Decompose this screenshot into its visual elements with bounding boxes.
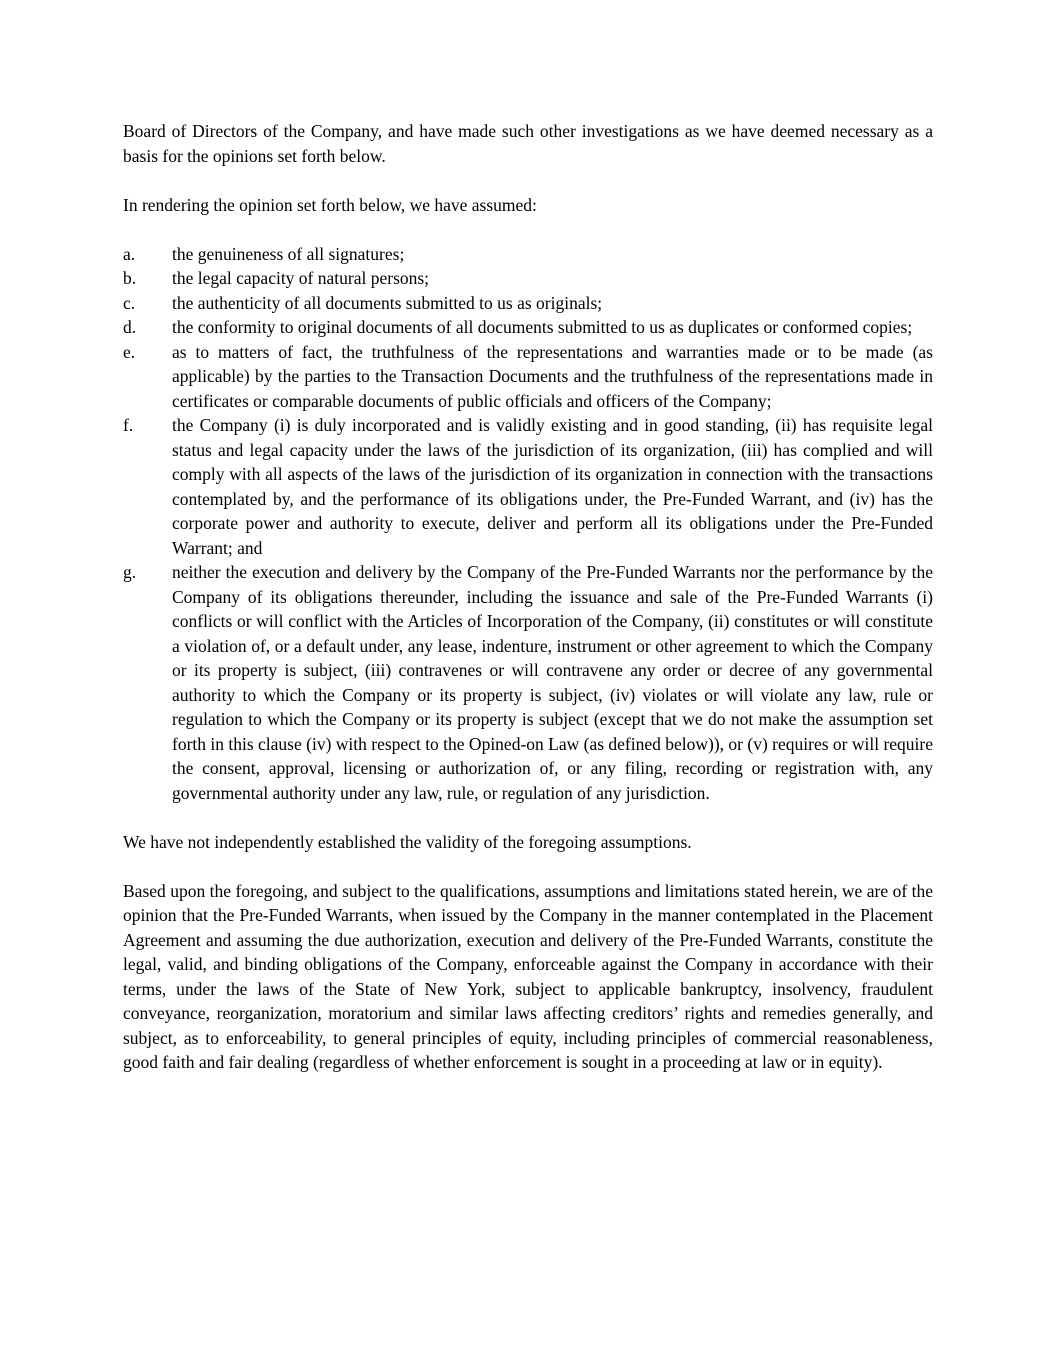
list-item-text: the genuineness of all signatures;: [172, 243, 405, 264]
list-item-c: [123, 291, 933, 316]
assumption-list: [123, 242, 933, 806]
paragraph-intro: Board of Directors of the Company, and have made such other investigations as we have deemed necessary as a basis for the opinions set forth below.: [123, 121, 933, 166]
list-item-marker: g.: [123, 562, 137, 582]
list-item-marker: d.: [123, 317, 137, 337]
list-item-marker: a.: [123, 243, 136, 264]
list-item-text: the authenticity of all documents submitted to us as originals;: [172, 292, 603, 313]
list-item-g: [123, 560, 933, 805]
list-item-text: the legal capacity of natural persons;: [172, 268, 430, 288]
list-item-a: [123, 242, 933, 267]
list-item-text: the conformity to original documents of all documents submitted to us as duplicates or conformed copies;: [172, 317, 913, 337]
list-item-marker: f.: [123, 415, 134, 435]
list-item-text: as to matters of fact, the truthfulness of the representations and warranties made or to be made (as applicable) by the parties to the Transaction Documents and the truthfulness of the representations made in certificates or comparable documents of public officials and officers of the Company;: [172, 341, 933, 411]
list-item-text: neither the execution and delivery by the Company of the Pre-Funded Warrants nor the performance by the Company of its obligations thereunder, including the issuance and sale of the Pre-Funded Warrants (i) conflicts or will conflict with the Articles of Incorporation of the Company, (ii) constitutes or will constitute a violation of, or a default under, any lease, indenture, instrument or other agreement to which the Company or its property is subject, (iii) contravenes or will contravene any order or decree of any governmental authority to which the Company or its property is subject, (iv) violates or will violate any law, rule or regulation to which the Company or its property is subject (except that we do not make the assumption set forth in this clause (iv) with respect to the Opined-on Law (as defined below)), or (v) requires or will require the consent, approval, licensing or authorization of, or any filing, recording or registration with, any governmental authority under any law, rule, or regulation of any jurisdiction.: [172, 562, 934, 803]
document-body: [123, 119, 933, 1099]
list-item-marker: c.: [123, 292, 136, 313]
paragraph-assumed: In rendering the opinion set forth below, we have assumed:: [123, 194, 537, 215]
list-item-text: the Company (i) is duly incorporated and is validly existing and in good standing, (ii) has requisite legal status and legal capacity under the laws of the jurisdiction of its organization, (iii) has complied and will comply with all aspects of the laws of the jurisdiction of its organization in connection with the transactions contemplated by, and the performance of its obligations under, the Pre-Funded Warrant, and (iv) has the corporate power and authority to execute, deliver and perform all its obligations under the Pre-Funded Warrant; and: [172, 415, 933, 558]
list-item-d: [123, 315, 933, 340]
paragraph-validity: We have not independently established the validity of the foregoing assumptions.: [123, 831, 692, 852]
list-item-e: [123, 340, 933, 414]
list-item-b: [123, 266, 933, 291]
paragraph-opinion: Based upon the foregoing, and subject to the qualifications, assumptions and limitations stated herein, we are of the opinion that the Pre-Funded Warrants, when issued by the Company in the manner contemplated in the Placement Agreement and assuming the due authorization, execution and delivery of the Pre-Funded Warrants, constitute the legal, valid, and binding obligations of the Company, enforceable against the Company in accordance with their terms, under the laws of the State of New York, subject to applicable bankruptcy, insolvency, fraudulent conveyance, reorganization, moratorium and similar laws affecting creditors’ rights and remedies generally, and subject, as to enforceability, to general principles of equity, including principles of commercial reasonableness, good faith and fair dealing (regardless of whether enforcement is sought in a proceeding at law or in equity).: [123, 880, 933, 1072]
list-item-f: [123, 413, 933, 560]
list-item-marker: b.: [123, 268, 137, 288]
list-item-marker: e.: [123, 341, 136, 362]
